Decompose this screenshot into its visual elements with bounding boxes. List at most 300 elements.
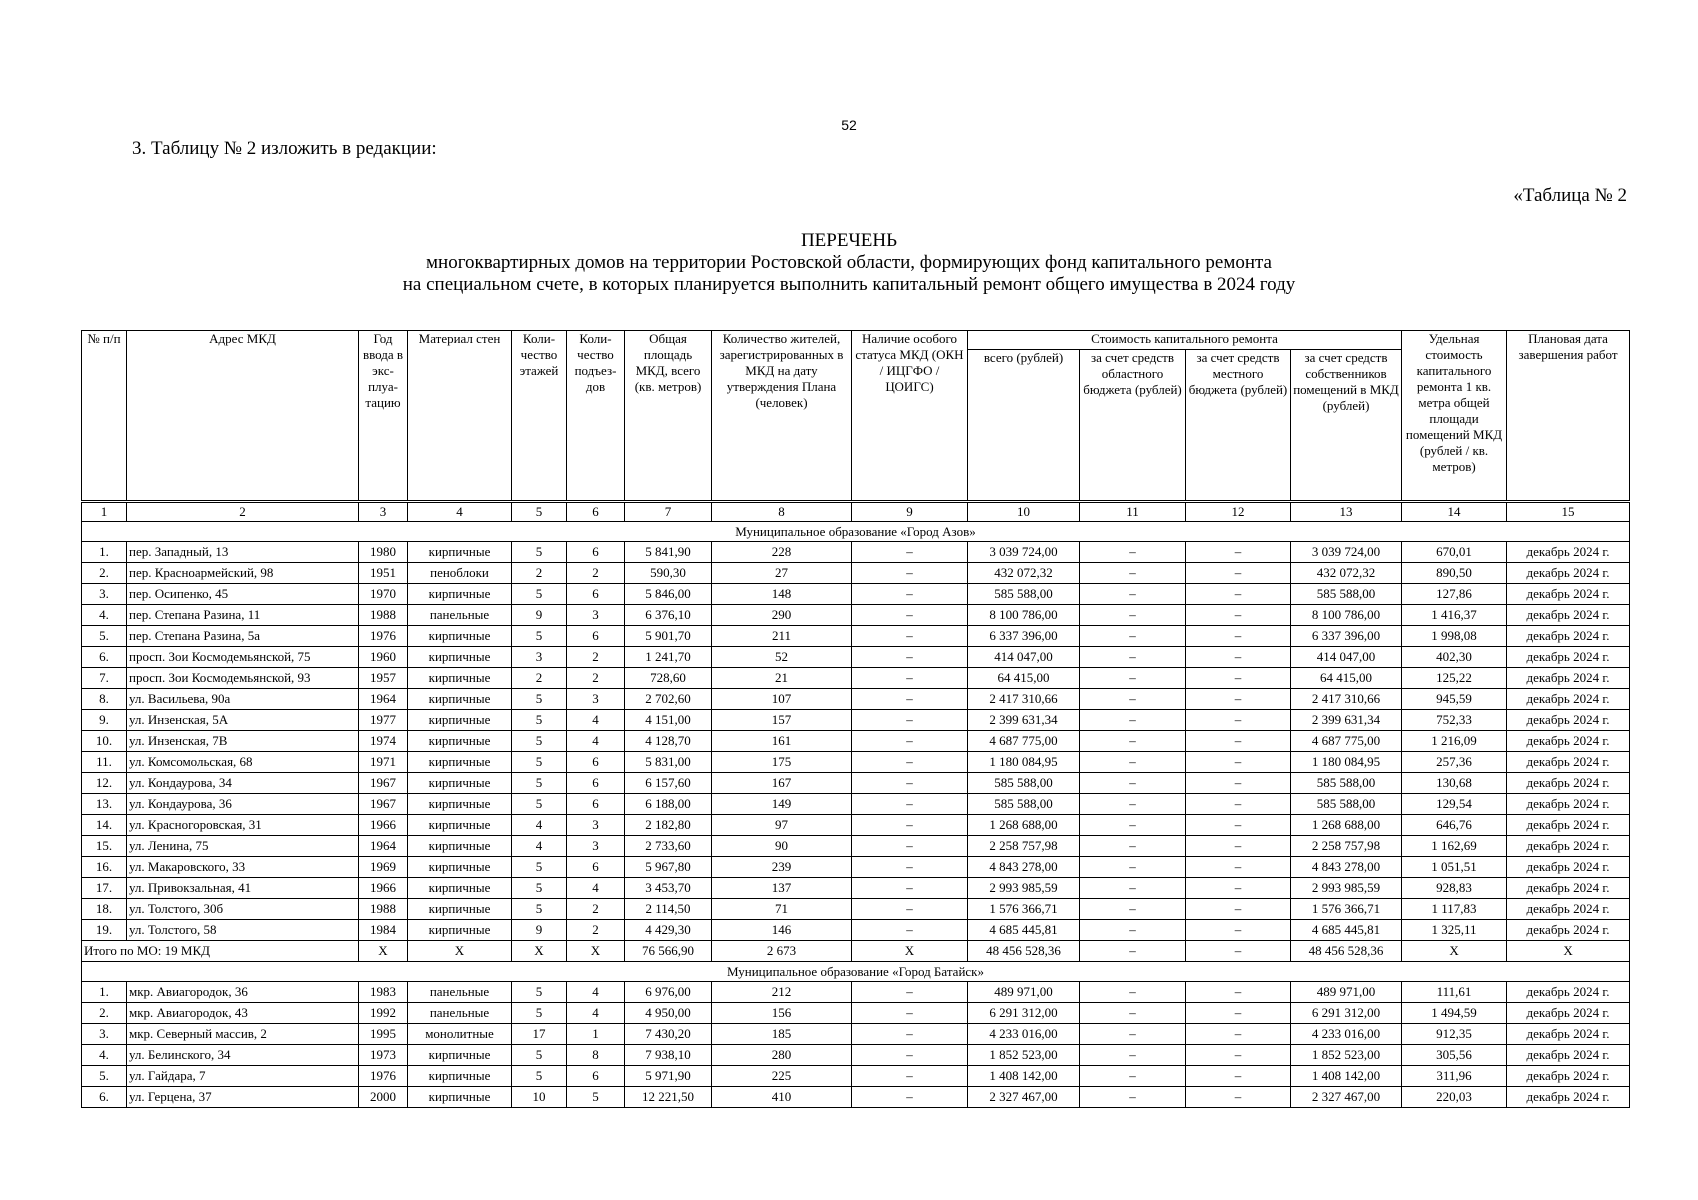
table-cell: 7 938,10 xyxy=(625,1045,712,1066)
table-cell: 130,68 xyxy=(1402,773,1507,794)
table-cell: 27 xyxy=(712,563,852,584)
table-cell: 4 843 278,00 xyxy=(968,857,1080,878)
table-cell: 2 702,60 xyxy=(625,689,712,710)
table-cell: 1964 xyxy=(359,689,408,710)
table-cell: 2 993 985,59 xyxy=(1291,878,1402,899)
table-cell: 432 072,32 xyxy=(968,563,1080,584)
table-cell: – xyxy=(1186,752,1291,773)
table-cell: 4 685 445,81 xyxy=(968,920,1080,941)
table-cell: ул. Толстого, 58 xyxy=(127,920,359,941)
header-area: Общая площадь МКД, всего (кв. метров) xyxy=(625,331,712,502)
table-cell: 1 162,69 xyxy=(1402,836,1507,857)
table-cell: мкр. Авиагородок, 36 xyxy=(127,982,359,1003)
table-cell: – xyxy=(852,605,968,626)
table-cell: декабрь 2024 г. xyxy=(1507,857,1630,878)
table-cell: 2 258 757,98 xyxy=(968,836,1080,857)
table-label: «Таблица № 2 xyxy=(1513,185,1627,206)
table-cell: 5 xyxy=(512,878,567,899)
table-cell: кирпичные xyxy=(408,584,512,605)
table-cell: 3 453,70 xyxy=(625,878,712,899)
table-cell: 5 xyxy=(512,857,567,878)
table-cell: 1964 xyxy=(359,836,408,857)
table-cell: 5 901,70 xyxy=(625,626,712,647)
table-cell: пер. Красноармейский, 98 xyxy=(127,563,359,584)
header-residents: Количество жителей, зарегистрированных в МКД на дату утверждения Плана (человек) xyxy=(712,331,852,502)
table-cell: пер. Западный, 13 xyxy=(127,542,359,563)
table-cell: 4 687 775,00 xyxy=(968,731,1080,752)
table-cell: 3 039 724,00 xyxy=(1291,542,1402,563)
table-cell: – xyxy=(1186,605,1291,626)
table-cell: 11. xyxy=(82,752,127,773)
table-cell: – xyxy=(852,815,968,836)
table-cell: 5 841,90 xyxy=(625,542,712,563)
table-cell: – xyxy=(852,920,968,941)
table-cell: 212 xyxy=(712,982,852,1003)
table-cell: 220,03 xyxy=(1402,1087,1507,1108)
header-cost-owners: за счет средств собственников помещений в МКД (рублей) xyxy=(1291,350,1402,502)
table-cell: 129,54 xyxy=(1402,794,1507,815)
table-cell: 432 072,32 xyxy=(1291,563,1402,584)
header-cost-local: за счет средств местного бюджета (рублей) xyxy=(1186,350,1291,502)
table-cell: – xyxy=(852,1024,968,1045)
table-cell: 6 976,00 xyxy=(625,982,712,1003)
table-cell: – xyxy=(1186,920,1291,941)
table-cell: 10. xyxy=(82,731,127,752)
table-cell: декабрь 2024 г. xyxy=(1507,584,1630,605)
table-cell: 2 xyxy=(512,563,567,584)
table-cell: ул. Толстого, 30б xyxy=(127,899,359,920)
table-cell: 5 xyxy=(512,982,567,1003)
table-cell: – xyxy=(1080,878,1186,899)
table-cell: 1977 xyxy=(359,710,408,731)
table-cell: 1988 xyxy=(359,899,408,920)
table-cell: монолитные xyxy=(408,1024,512,1045)
table-cell: 2 733,60 xyxy=(625,836,712,857)
table-cell: 2 417 310,66 xyxy=(968,689,1080,710)
table-cell: – xyxy=(1080,941,1186,962)
column-number: 7 xyxy=(625,502,712,522)
table-row xyxy=(82,542,1630,563)
section-title: Муниципальное образование «Город Азов» xyxy=(82,522,1630,542)
table-cell: пер. Степана Разина, 5а xyxy=(127,626,359,647)
table-cell: декабрь 2024 г. xyxy=(1507,689,1630,710)
table-cell: 5 xyxy=(512,689,567,710)
table-cell: 1 268 688,00 xyxy=(1291,815,1402,836)
table-cell: 4 950,00 xyxy=(625,1003,712,1024)
table-cell: декабрь 2024 г. xyxy=(1507,605,1630,626)
table-cell: 1 408 142,00 xyxy=(1291,1066,1402,1087)
table-cell: 912,35 xyxy=(1402,1024,1507,1045)
table-cell: 5 xyxy=(512,1066,567,1087)
table-cell: – xyxy=(1080,815,1186,836)
header-special-status: Наличие особого статуса МКД (ОКН / ИЦГФО / ЦОИГС) xyxy=(852,331,968,502)
table-cell: 4 128,70 xyxy=(625,731,712,752)
table-cell: – xyxy=(1080,1087,1186,1108)
table-cell: кирпичные xyxy=(408,1066,512,1087)
table-cell: 6 xyxy=(567,794,625,815)
table-cell: декабрь 2024 г. xyxy=(1507,542,1630,563)
table-cell: – xyxy=(1186,899,1291,920)
table-cell: 6. xyxy=(82,647,127,668)
header-number: № п/п xyxy=(82,331,127,502)
table-cell: 6 157,60 xyxy=(625,773,712,794)
table-cell: 3 xyxy=(567,815,625,836)
table-cell: 2 673 xyxy=(712,941,852,962)
table-cell: 4 xyxy=(512,836,567,857)
table-cell: – xyxy=(1080,647,1186,668)
table-cell: ул. Кондаурова, 34 xyxy=(127,773,359,794)
table-cell: 5 831,00 xyxy=(625,752,712,773)
table-cell: ул. Макаровского, 33 xyxy=(127,857,359,878)
table-cell: X xyxy=(408,941,512,962)
table-cell: 185 xyxy=(712,1024,852,1045)
buildings-table xyxy=(81,330,1630,1108)
table-cell: – xyxy=(1186,668,1291,689)
table-cell: 1969 xyxy=(359,857,408,878)
table-cell: 2 993 985,59 xyxy=(968,878,1080,899)
table-cell: 945,59 xyxy=(1402,689,1507,710)
table-cell: – xyxy=(1080,605,1186,626)
table-cell: – xyxy=(852,899,968,920)
table-cell: 5 xyxy=(512,542,567,563)
table-cell: декабрь 2024 г. xyxy=(1507,1024,1630,1045)
table-cell: – xyxy=(852,752,968,773)
table-cell: декабрь 2024 г. xyxy=(1507,731,1630,752)
table-cell: 3. xyxy=(82,584,127,605)
section-row xyxy=(82,522,1630,542)
table-cell: панельные xyxy=(408,982,512,1003)
table-cell: 1971 xyxy=(359,752,408,773)
table-row xyxy=(82,1087,1630,1108)
header-completion-date: Плановая дата завершения работ xyxy=(1507,331,1630,502)
table-row xyxy=(82,668,1630,689)
table-cell: – xyxy=(1080,668,1186,689)
table-cell: 2 xyxy=(512,668,567,689)
table-row xyxy=(82,626,1630,647)
table-cell: 2. xyxy=(82,563,127,584)
table-cell: 12. xyxy=(82,773,127,794)
table-cell: 1976 xyxy=(359,1066,408,1087)
table-cell: 1967 xyxy=(359,794,408,815)
column-number: 15 xyxy=(1507,502,1630,522)
table-cell: 137 xyxy=(712,878,852,899)
table-cell: 728,60 xyxy=(625,668,712,689)
table-cell: – xyxy=(1080,982,1186,1003)
table-cell: панельные xyxy=(408,1003,512,1024)
table-cell: 9 xyxy=(512,920,567,941)
table-cell: – xyxy=(1186,731,1291,752)
table-cell: 2 417 310,66 xyxy=(1291,689,1402,710)
table-cell: 1992 xyxy=(359,1003,408,1024)
table-row xyxy=(82,982,1630,1003)
table-cell: – xyxy=(1080,1024,1186,1045)
table-cell: 4 xyxy=(567,982,625,1003)
table-cell: 2 xyxy=(567,647,625,668)
column-number: 11 xyxy=(1080,502,1186,522)
table-cell: 1984 xyxy=(359,920,408,941)
table-cell: 239 xyxy=(712,857,852,878)
column-number: 2 xyxy=(127,502,359,522)
table-cell: – xyxy=(852,689,968,710)
table-cell: 1970 xyxy=(359,584,408,605)
table-cell: декабрь 2024 г. xyxy=(1507,1045,1630,1066)
table-cell: – xyxy=(1186,1003,1291,1024)
table-cell: кирпичные xyxy=(408,920,512,941)
table-cell: 5. xyxy=(82,1066,127,1087)
table-cell: 8 100 786,00 xyxy=(968,605,1080,626)
table-cell: – xyxy=(1186,626,1291,647)
table-cell: 4. xyxy=(82,1045,127,1066)
table-cell: 1988 xyxy=(359,605,408,626)
table-cell: – xyxy=(1080,689,1186,710)
table-cell: 111,61 xyxy=(1402,982,1507,1003)
table-cell: – xyxy=(1186,794,1291,815)
table-cell: 1974 xyxy=(359,731,408,752)
table-cell: 5 846,00 xyxy=(625,584,712,605)
table-cell: кирпичные xyxy=(408,1045,512,1066)
column-number: 4 xyxy=(408,502,512,522)
table-cell: 1 117,83 xyxy=(1402,899,1507,920)
table-cell: 2 182,80 xyxy=(625,815,712,836)
table-cell: X xyxy=(1507,941,1630,962)
table-cell: декабрь 2024 г. xyxy=(1507,647,1630,668)
table-cell: 5 xyxy=(512,1045,567,1066)
table-cell: пер. Степана Разина, 11 xyxy=(127,605,359,626)
table-cell: 71 xyxy=(712,899,852,920)
column-number: 3 xyxy=(359,502,408,522)
column-number: 6 xyxy=(567,502,625,522)
table-cell: 414 047,00 xyxy=(968,647,1080,668)
table-cell: декабрь 2024 г. xyxy=(1507,1087,1630,1108)
table-cell: кирпичные xyxy=(408,542,512,563)
table-cell: – xyxy=(852,773,968,794)
table-cell: – xyxy=(852,668,968,689)
header-year: Год ввода в экс- плуа- тацию xyxy=(359,331,408,502)
table-cell: 4 xyxy=(567,710,625,731)
table-cell: кирпичные xyxy=(408,773,512,794)
table-cell: – xyxy=(1186,878,1291,899)
table-cell: – xyxy=(1186,563,1291,584)
table-cell: 410 xyxy=(712,1087,852,1108)
table-cell: 9. xyxy=(82,710,127,731)
title-line-1: ПЕРЕЧЕНЬ xyxy=(800,230,898,251)
table-cell: 19. xyxy=(82,920,127,941)
table-cell: 4 xyxy=(567,731,625,752)
column-number: 1 xyxy=(82,502,127,522)
table-cell: 5 xyxy=(512,1003,567,1024)
table-cell: – xyxy=(852,836,968,857)
column-number: 9 xyxy=(852,502,968,522)
table-cell: 489 971,00 xyxy=(1291,982,1402,1003)
table-cell: 1966 xyxy=(359,815,408,836)
table-cell: 13. xyxy=(82,794,127,815)
table-row xyxy=(82,857,1630,878)
table-cell: 590,30 xyxy=(625,563,712,584)
table-cell: декабрь 2024 г. xyxy=(1507,878,1630,899)
table-cell: 752,33 xyxy=(1402,710,1507,731)
table-cell: 402,30 xyxy=(1402,647,1507,668)
table-cell: 4 233 016,00 xyxy=(1291,1024,1402,1045)
table-cell: X xyxy=(512,941,567,962)
table-cell: 280 xyxy=(712,1045,852,1066)
table-row xyxy=(82,1003,1630,1024)
table-cell: 1 180 084,95 xyxy=(968,752,1080,773)
table-cell: 1960 xyxy=(359,647,408,668)
table-cell: декабрь 2024 г. xyxy=(1507,710,1630,731)
table-cell: 1 852 523,00 xyxy=(1291,1045,1402,1066)
table-cell: – xyxy=(1080,563,1186,584)
column-number-row xyxy=(82,502,1630,522)
table-cell: декабрь 2024 г. xyxy=(1507,773,1630,794)
table-cell: – xyxy=(852,647,968,668)
table-cell: 211 xyxy=(712,626,852,647)
table-cell: 6 291 312,00 xyxy=(1291,1003,1402,1024)
table-cell: 4 685 445,81 xyxy=(1291,920,1402,941)
table-cell: 161 xyxy=(712,731,852,752)
table-cell: – xyxy=(852,878,968,899)
table-cell: 6 xyxy=(567,1066,625,1087)
table-cell: 4 xyxy=(567,1003,625,1024)
table-cell: 5 xyxy=(512,731,567,752)
table-cell: – xyxy=(852,1087,968,1108)
table-cell: 157 xyxy=(712,710,852,731)
table-cell: – xyxy=(852,626,968,647)
column-number: 13 xyxy=(1291,502,1402,522)
table-cell: 127,86 xyxy=(1402,584,1507,605)
table-cell: 167 xyxy=(712,773,852,794)
table-cell: X xyxy=(359,941,408,962)
table-cell: 1 268 688,00 xyxy=(968,815,1080,836)
table-cell: 5 967,80 xyxy=(625,857,712,878)
table-cell: – xyxy=(1080,710,1186,731)
table-cell: ул. Герцена, 37 xyxy=(127,1087,359,1108)
table-cell: 5 xyxy=(512,584,567,605)
table-cell: 414 047,00 xyxy=(1291,647,1402,668)
table-cell: 1 494,59 xyxy=(1402,1003,1507,1024)
table-cell: 1973 xyxy=(359,1045,408,1066)
column-number: 8 xyxy=(712,502,852,522)
table-cell: 1966 xyxy=(359,878,408,899)
table-cell: 1 325,11 xyxy=(1402,920,1507,941)
table-cell: 1 576 366,71 xyxy=(968,899,1080,920)
table-cell: – xyxy=(1186,815,1291,836)
table-cell: 1 576 366,71 xyxy=(1291,899,1402,920)
table-cell: 1980 xyxy=(359,542,408,563)
table-cell: – xyxy=(1186,982,1291,1003)
table-row xyxy=(82,647,1630,668)
table-cell: 12 221,50 xyxy=(625,1087,712,1108)
table-cell: – xyxy=(1186,857,1291,878)
table-cell: 4 843 278,00 xyxy=(1291,857,1402,878)
table-cell: просп. Зои Космодемьянской, 75 xyxy=(127,647,359,668)
table-row xyxy=(82,689,1630,710)
table-cell: ул. Привокзальная, 41 xyxy=(127,878,359,899)
table-cell: ул. Кондаурова, 36 xyxy=(127,794,359,815)
title-line-3: на специальном счете, в которых планируется выполнить капитальный ремонт общего имущества в 2024 году xyxy=(402,274,1296,295)
table-cell: – xyxy=(852,731,968,752)
table-cell: 585 588,00 xyxy=(968,794,1080,815)
table-cell: декабрь 2024 г. xyxy=(1507,982,1630,1003)
table-cell: – xyxy=(852,794,968,815)
table-cell: 646,76 xyxy=(1402,815,1507,836)
table-cell: 156 xyxy=(712,1003,852,1024)
table-cell: 228 xyxy=(712,542,852,563)
table-row xyxy=(82,563,1630,584)
table-cell: декабрь 2024 г. xyxy=(1507,563,1630,584)
table-cell: 5 xyxy=(567,1087,625,1108)
table-cell: – xyxy=(1080,731,1186,752)
table-cell: ул. Красногоровская, 31 xyxy=(127,815,359,836)
table-cell: 15. xyxy=(82,836,127,857)
table-cell: 5 xyxy=(512,752,567,773)
table-cell: 97 xyxy=(712,815,852,836)
table-cell: 18. xyxy=(82,899,127,920)
table-cell: 2 xyxy=(567,563,625,584)
table-cell: 2. xyxy=(82,1003,127,1024)
table-cell: 125,22 xyxy=(1402,668,1507,689)
table-cell: 52 xyxy=(712,647,852,668)
table-cell: X xyxy=(567,941,625,962)
table-cell: 1 xyxy=(567,1024,625,1045)
table-cell: 4 233 016,00 xyxy=(968,1024,1080,1045)
document-title xyxy=(0,230,1698,296)
table-cell: декабрь 2024 г. xyxy=(1507,1066,1630,1087)
table-cell: 489 971,00 xyxy=(968,982,1080,1003)
table-cell: 1. xyxy=(82,542,127,563)
header-cost-total: всего (рублей) xyxy=(968,350,1080,502)
table-cell: – xyxy=(1186,689,1291,710)
table-row xyxy=(82,731,1630,752)
table-cell: мкр. Северный массив, 2 xyxy=(127,1024,359,1045)
table-header xyxy=(82,331,1630,522)
table-cell: 8 xyxy=(567,1045,625,1066)
table-cell: ул. Ленина, 75 xyxy=(127,836,359,857)
table-cell: 48 456 528,36 xyxy=(968,941,1080,962)
table-cell: 8 100 786,00 xyxy=(1291,605,1402,626)
header-wall-material: Материал стен xyxy=(408,331,512,502)
table-cell: 928,83 xyxy=(1402,878,1507,899)
table-cell: 48 456 528,36 xyxy=(1291,941,1402,962)
table-cell: X xyxy=(852,941,968,962)
table-cell: 1 852 523,00 xyxy=(968,1045,1080,1066)
table-cell: кирпичные xyxy=(408,878,512,899)
table-cell: 890,50 xyxy=(1402,563,1507,584)
table-cell: – xyxy=(1080,626,1186,647)
table-cell: ул. Белинского, 34 xyxy=(127,1045,359,1066)
header-cost-regional: за счет средств областного бюджета (рублей) xyxy=(1080,350,1186,502)
table-cell: 585 588,00 xyxy=(1291,773,1402,794)
table-cell: 4 151,00 xyxy=(625,710,712,731)
table-cell: 175 xyxy=(712,752,852,773)
table-cell: кирпичные xyxy=(408,731,512,752)
header-floors: Коли- чество этажей xyxy=(512,331,567,502)
table-cell: 6 xyxy=(567,542,625,563)
table-cell: 1 216,09 xyxy=(1402,731,1507,752)
table-cell: 5 xyxy=(512,794,567,815)
table-cell: 16. xyxy=(82,857,127,878)
table-cell: – xyxy=(852,563,968,584)
table-cell: 585 588,00 xyxy=(968,584,1080,605)
table-row xyxy=(82,773,1630,794)
table-cell: 5 xyxy=(512,710,567,731)
table-cell: – xyxy=(852,542,968,563)
table-cell: 3 039 724,00 xyxy=(968,542,1080,563)
table-cell: 10 xyxy=(512,1087,567,1108)
table-row xyxy=(82,752,1630,773)
table-cell: 2 258 757,98 xyxy=(1291,836,1402,857)
table-row xyxy=(82,878,1630,899)
table-cell: ул. Инзенская, 7В xyxy=(127,731,359,752)
